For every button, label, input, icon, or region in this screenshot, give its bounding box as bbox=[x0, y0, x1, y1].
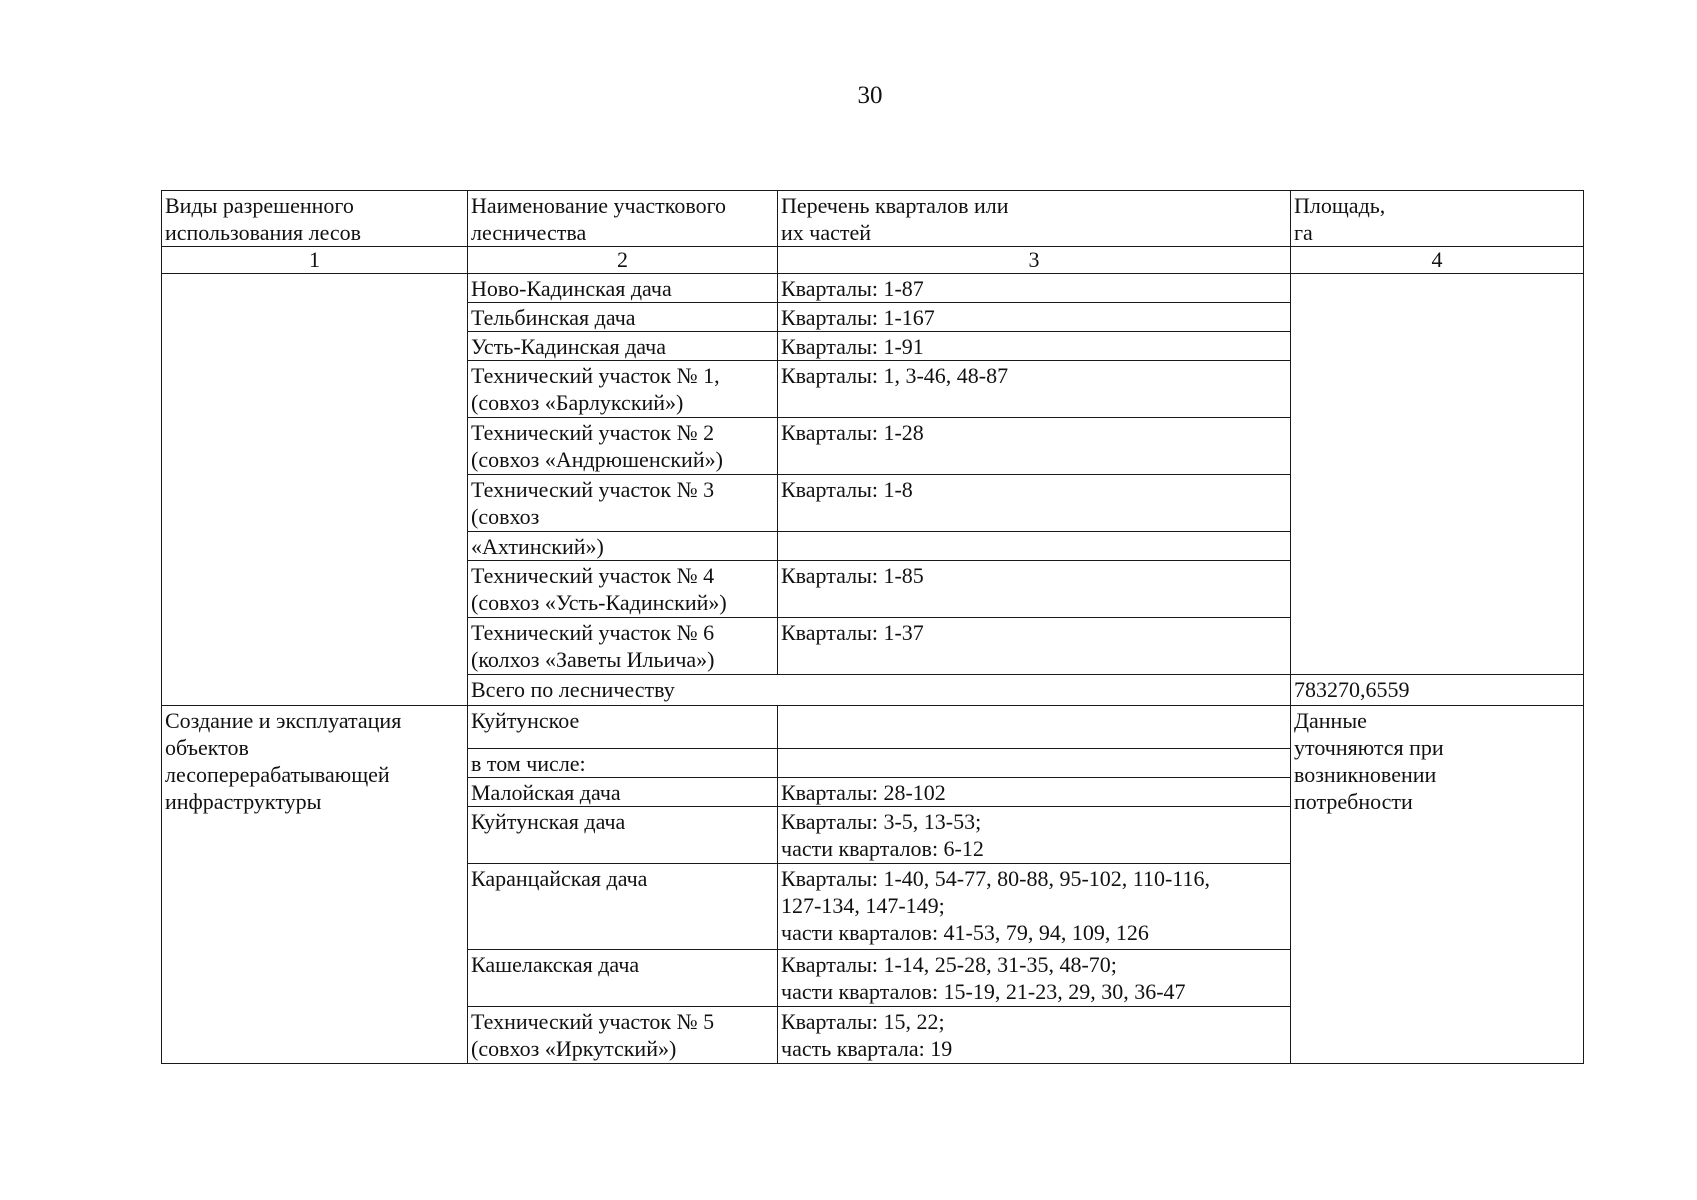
total-label: Всего по лесничеству bbox=[468, 675, 1291, 706]
quarters-list: Кварталы: 1-167 bbox=[778, 303, 1291, 332]
quarters-list: Кварталы: 1-85 bbox=[778, 561, 1291, 618]
forestry-name: Технический участок № 4 (совхоз «Усть-Кадинский») bbox=[468, 561, 778, 618]
quarters-list: Кварталы: 1-14, 25-28, 31-35, 48-70; части кварталов: 15-19, 21-23, 29, 30, 36-47 bbox=[778, 950, 1291, 1007]
quarters-list: Кварталы: 1-40, 54-77, 80-88, 95-102, 110-116, 127-134, 147-149; части кварталов: 41-53, 79, 94, 109, 126 bbox=[778, 864, 1291, 950]
forestry-name: «Ахтинский») bbox=[468, 532, 778, 561]
page-number: 30 bbox=[857, 82, 883, 109]
area-note: Данные уточняются при возникновении потребности bbox=[1291, 706, 1584, 1064]
quarters-list bbox=[778, 532, 1291, 561]
forestry-name: Малойская дача bbox=[468, 778, 778, 807]
forestry-name: Каранцайская дача bbox=[468, 864, 778, 950]
quarters-list: Кварталы: 1-87 bbox=[778, 274, 1291, 303]
header-use-type: Виды разрешенного использования лесов bbox=[162, 191, 468, 247]
forestry-name: Тельбинская дача bbox=[468, 303, 778, 332]
header-area: Площадь, га bbox=[1291, 191, 1584, 247]
quarters-list: Кварталы: 28-102 bbox=[778, 778, 1291, 807]
column-number-row bbox=[162, 247, 1584, 274]
quarters-list: Кварталы: 15, 22; часть квартала: 19 bbox=[778, 1007, 1291, 1064]
forestry-name: Технический участок № 5 (совхоз «Иркутский») bbox=[468, 1007, 778, 1064]
quarters-list: Кварталы: 3-5, 13-53; части кварталов: 6-12 bbox=[778, 807, 1291, 864]
table-row bbox=[162, 706, 1584, 749]
quarters-list: Кварталы: 1-37 bbox=[778, 618, 1291, 675]
column-number: 1 bbox=[162, 247, 468, 274]
quarters-list: Кварталы: 1-28 bbox=[778, 418, 1291, 475]
forestry-name: Технический участок № 1, (совхоз «Барлукский») bbox=[468, 361, 778, 418]
forestry-name: в том числе: bbox=[468, 749, 778, 778]
forestry-name: Куйтунская дача bbox=[468, 807, 778, 864]
quarters-list: Кварталы: 1, 3-46, 48-87 bbox=[778, 361, 1291, 418]
forestry-name: Технический участок № 3 (совхоз bbox=[468, 475, 778, 532]
forestry-name: Усть-Кадинская дача bbox=[468, 332, 778, 361]
quarters-list bbox=[778, 749, 1291, 778]
header-quarters-list: Перечень кварталов или их частей bbox=[778, 191, 1291, 247]
forest-use-table bbox=[161, 190, 1584, 1064]
header-forestry-name: Наименование участкового лесничества bbox=[468, 191, 778, 247]
quarters-list: Кварталы: 1-8 bbox=[778, 475, 1291, 532]
table-row bbox=[162, 274, 1584, 303]
forestry-name: Кашелакская дача bbox=[468, 950, 778, 1007]
column-number: 2 bbox=[468, 247, 778, 274]
quarters-list: Кварталы: 1-91 bbox=[778, 332, 1291, 361]
area-cell-empty bbox=[1291, 274, 1584, 675]
use-type: Создание и эксплуатация объектов лесоперерабатывающей инфраструктуры bbox=[162, 706, 468, 1064]
table-header-row bbox=[162, 191, 1584, 247]
column-number: 4 bbox=[1291, 247, 1584, 274]
total-area: 783270,6559 bbox=[1291, 675, 1584, 706]
use-type-cell-empty bbox=[162, 274, 468, 706]
quarters-list bbox=[778, 706, 1291, 749]
forestry-name: Ново-Кадинская дача bbox=[468, 274, 778, 303]
forestry-name: Куйтунское bbox=[468, 706, 778, 749]
forestry-name: Технический участок № 6 (колхоз «Заветы Ильича») bbox=[468, 618, 778, 675]
forestry-name: Технический участок № 2 (совхоз «Андрюшенский») bbox=[468, 418, 778, 475]
column-number: 3 bbox=[778, 247, 1291, 274]
